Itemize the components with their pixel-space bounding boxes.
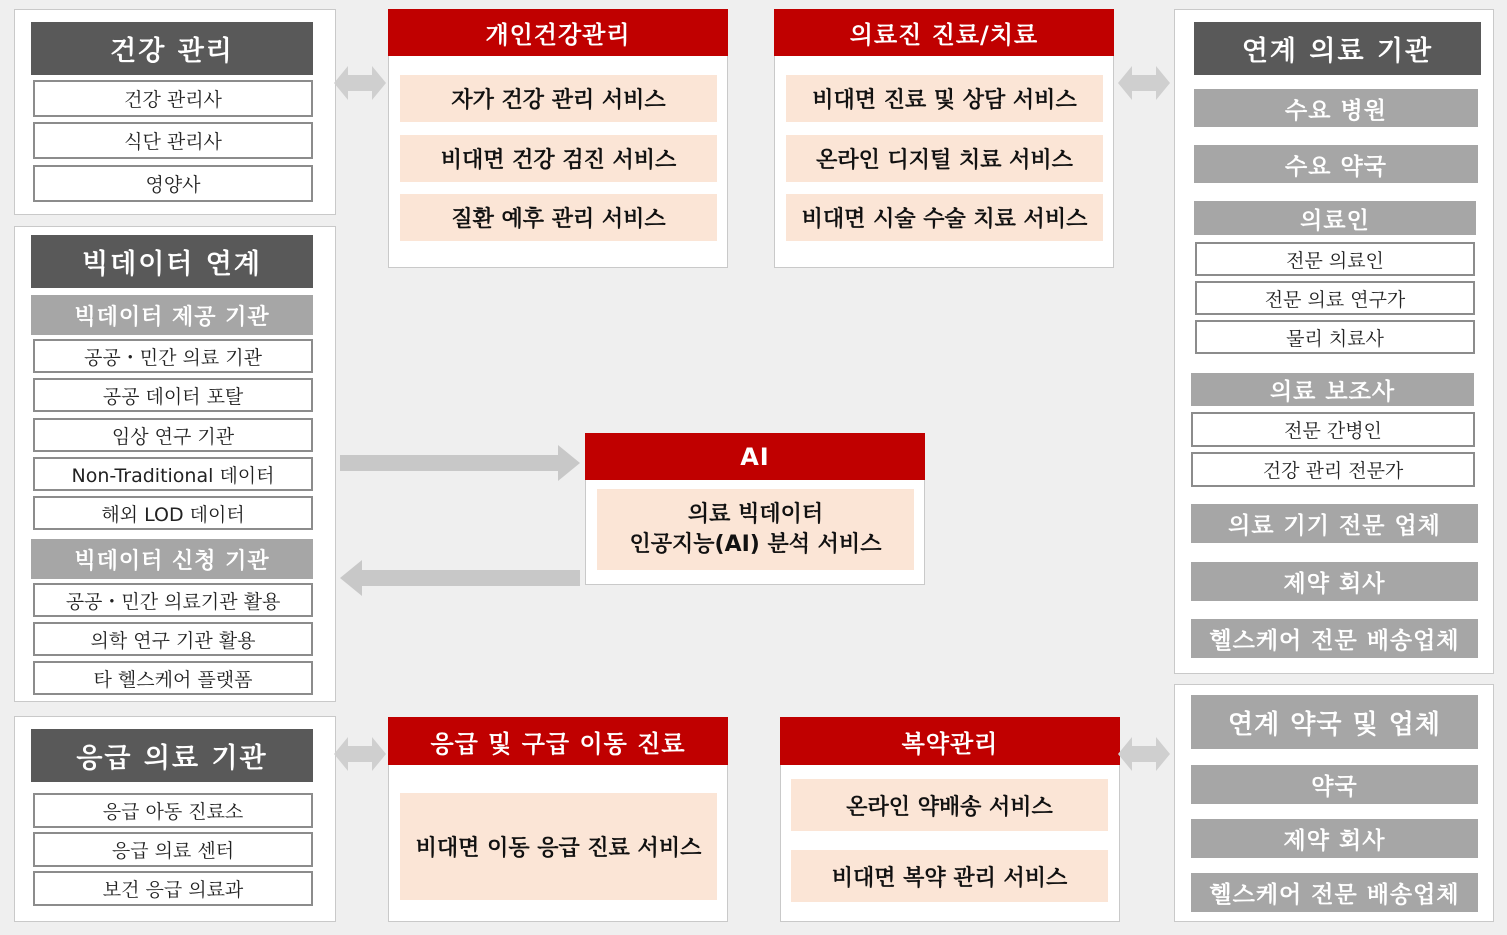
bigdata-requester-item: 타 헬스케어 플랫폼 bbox=[33, 661, 313, 695]
medication-title: 복약관리 bbox=[780, 717, 1120, 765]
medical-treatment-service: 온라인 디지털 치료 서비스 bbox=[786, 135, 1103, 182]
linked-pharmacy-item: 제약 회사 bbox=[1191, 819, 1478, 858]
bigdata-provider-item: 해외 LOD 데이터 bbox=[33, 496, 313, 530]
medical-treatment-service: 비대면 진료 및 상담 서비스 bbox=[786, 75, 1103, 122]
linked-pharmacy-title: 연계 약국 및 업체 bbox=[1191, 695, 1478, 749]
ai-service-line2: 인공지능(AI) 분석 서비스 bbox=[629, 531, 882, 557]
bigdata-provider-item: 임상 연구 기관 bbox=[33, 418, 313, 452]
bigdata-provider-item: Non-Traditional 데이터 bbox=[33, 457, 313, 491]
personal-health-service: 자가 건강 관리 서비스 bbox=[400, 75, 717, 122]
personal-health-service: 질환 예후 관리 서비스 bbox=[400, 194, 717, 241]
linked-medical-device: 의료 기기 전문 업체 bbox=[1191, 504, 1478, 543]
double-arrow-icon bbox=[334, 64, 386, 102]
bigdata-provider-title: 빅데이터 제공 기관 bbox=[31, 295, 313, 335]
health-mgmt-title: 건강 관리 bbox=[31, 22, 313, 75]
left-arrow-icon bbox=[340, 560, 580, 596]
health-mgmt-item: 영양사 bbox=[33, 165, 313, 202]
emergency-inst-item: 응급 의료 센터 bbox=[33, 832, 313, 867]
bigdata-requester-item: 의학 연구 기관 활용 bbox=[33, 622, 313, 656]
linked-medical-doctor-item: 물리 치료사 bbox=[1195, 320, 1475, 354]
emergency-inst-title: 응급 의료 기관 bbox=[31, 729, 313, 782]
bigdata-provider-item: 공공 데이터 포탈 bbox=[33, 378, 313, 412]
linked-pharmacy-item: 약국 bbox=[1191, 765, 1478, 804]
double-arrow-icon bbox=[1118, 64, 1170, 102]
health-mgmt-item: 건강 관리사 bbox=[33, 80, 313, 117]
medical-treatment-service: 비대면 시술 수술 치료 서비스 bbox=[786, 194, 1103, 241]
linked-medical-doctor-item: 전문 의료인 bbox=[1195, 242, 1475, 276]
linked-medical-delivery: 헬스케어 전문 배송업체 bbox=[1191, 619, 1478, 658]
double-arrow-icon bbox=[1118, 735, 1170, 773]
health-mgmt-item: 식단 관리사 bbox=[33, 122, 313, 159]
medication-service: 비대면 복약 관리 서비스 bbox=[791, 850, 1108, 902]
bigdata-requester-item: 공공・민간 의료기관 활용 bbox=[33, 583, 313, 617]
ai-service-line1: 의료 빅데이터 bbox=[687, 501, 824, 527]
ai-service bbox=[597, 489, 914, 570]
personal-health-service: 비대면 건강 검진 서비스 bbox=[400, 135, 717, 182]
emergency-transport-service: 비대면 이동 응급 진료 서비스 bbox=[400, 793, 717, 900]
bigdata-requester-title: 빅데이터 신청 기관 bbox=[31, 539, 313, 579]
linked-medical-doctor-title: 의료인 bbox=[1194, 201, 1476, 235]
linked-medical-doctor-item: 전문 의료 연구가 bbox=[1195, 281, 1475, 315]
linked-medical-hospital: 수요 병원 bbox=[1194, 89, 1478, 127]
linked-medical-pharmacy: 수요 약국 bbox=[1194, 145, 1478, 183]
linked-medical-assistant-title: 의료 보조사 bbox=[1191, 373, 1474, 406]
bigdata-title: 빅데이터 연계 bbox=[31, 235, 313, 288]
linked-medical-assistant-item: 건강 관리 전문가 bbox=[1191, 452, 1475, 487]
emergency-inst-item: 보건 응급 의료과 bbox=[33, 871, 313, 906]
emergency-inst-item: 응급 아동 진료소 bbox=[33, 793, 313, 828]
medical-treatment-title: 의료진 진료/치료 bbox=[774, 9, 1114, 56]
medication-service: 온라인 약배송 서비스 bbox=[791, 779, 1108, 831]
emergency-transport-title: 응급 및 구급 이동 진료 bbox=[388, 717, 728, 765]
linked-medical-assistant-item: 전문 간병인 bbox=[1191, 412, 1475, 447]
right-arrow-icon bbox=[340, 445, 580, 481]
linked-medical-pharma: 제약 회사 bbox=[1191, 562, 1478, 601]
double-arrow-icon bbox=[334, 735, 386, 773]
linked-medical-title: 연계 의료 기관 bbox=[1194, 22, 1481, 75]
personal-health-title: 개인건강관리 bbox=[388, 9, 728, 56]
ai-title: AI bbox=[585, 433, 925, 480]
linked-pharmacy-item: 헬스케어 전문 배송업체 bbox=[1191, 873, 1478, 912]
bigdata-provider-item: 공공・민간 의료 기관 bbox=[33, 339, 313, 373]
